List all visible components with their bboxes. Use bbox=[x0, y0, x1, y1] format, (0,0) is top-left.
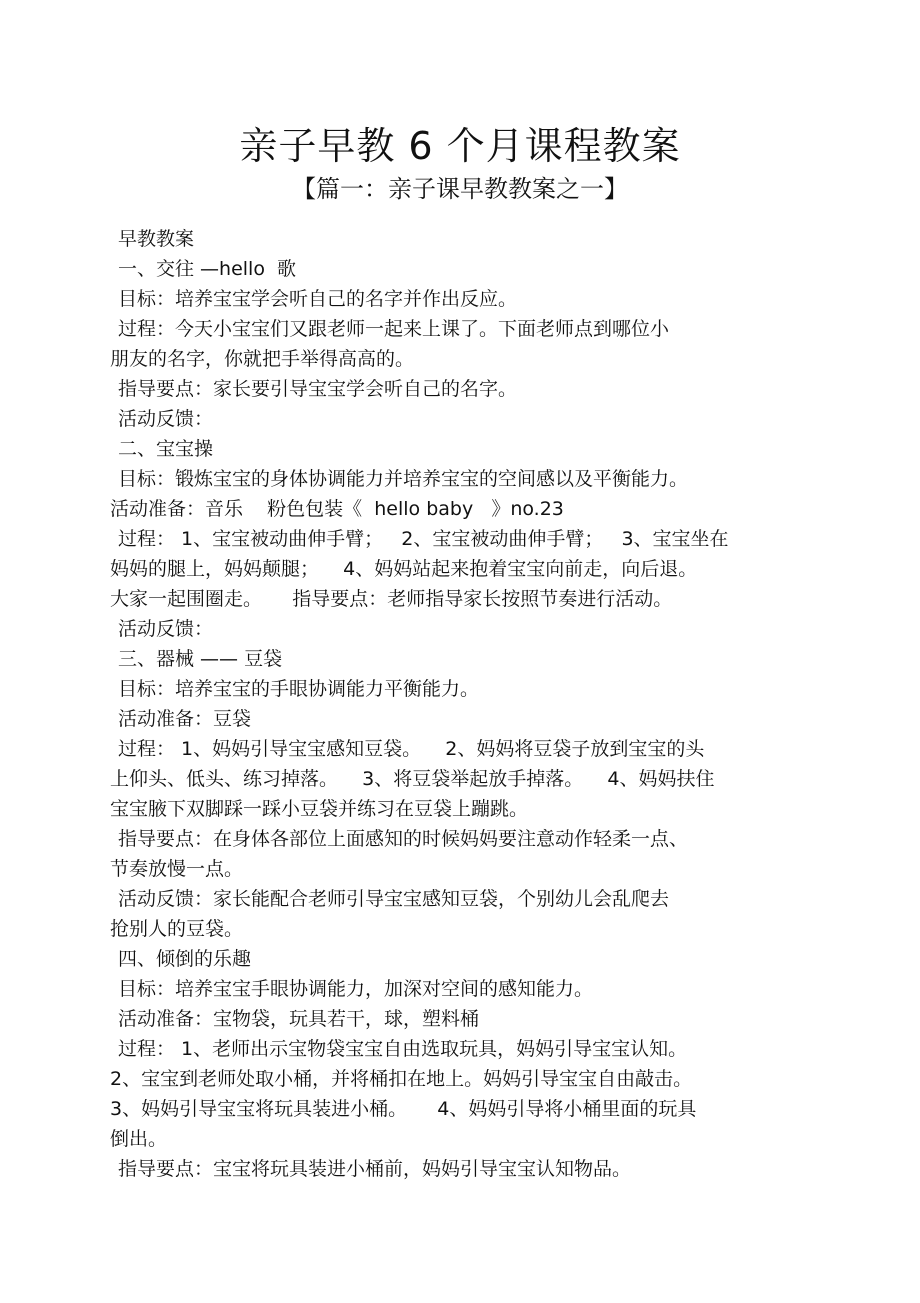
text-line: 2、宝宝到老师处取小桶，并将桶扣在地上。妈妈引导宝宝自由敲击。 bbox=[110, 1068, 693, 1090]
text-line: 过程： 1、宝宝被动曲伸手臂； 2、宝宝被动曲伸手臂； 3、宝宝坐在 bbox=[118, 528, 729, 550]
text-line: 早教教案 bbox=[118, 228, 195, 250]
text-line: 活动准备：宝物袋，玩具若干，球，塑料桶 bbox=[118, 1008, 480, 1030]
text-line: 目标：培养宝宝的手眼协调能力平衡能力。 bbox=[118, 678, 480, 700]
document-body bbox=[110, 224, 810, 1184]
text-line: 大家一起围圈走。 指导要点：老师指导家长按照节奏进行活动。 bbox=[110, 588, 673, 610]
text-line: 一、交往 —hello 歌 bbox=[118, 258, 297, 280]
text-line: 二、宝宝操 bbox=[118, 438, 214, 460]
text-line: 朋友的名字，你就把手举得高高的。 bbox=[110, 348, 415, 370]
text-line: 指导要点：宝宝将玩具装进小桶前，妈妈引导宝宝认知物品。 bbox=[118, 1158, 632, 1180]
text-line: 活动反馈： bbox=[118, 408, 214, 430]
text-line: 指导要点：家长要引导宝宝学会听自己的名字。 bbox=[118, 378, 518, 400]
text-line: 宝宝腋下双脚踩一踩小豆袋并练习在豆袋上蹦跳。 bbox=[110, 798, 529, 820]
text-line: 指导要点：在身体各部位上面感知的时候妈妈要注意动作轻柔一点、 bbox=[118, 828, 689, 850]
text-line: 节奏放慢一点。 bbox=[110, 858, 244, 880]
document-subtitle: 【篇一：亲子课早教教案之一】 bbox=[292, 175, 628, 203]
text-line: 三、器械 —— 豆袋 bbox=[118, 648, 283, 670]
document-title: 亲子早教 6 个月课程教案 bbox=[239, 124, 681, 168]
text-line: 过程： 1、妈妈引导宝宝感知豆袋。 2、妈妈将豆袋子放到宝宝的头 bbox=[118, 738, 705, 760]
text-line: 目标：培养宝宝学会听自己的名字并作出反应。 bbox=[118, 288, 518, 310]
text-line: 上仰头、低头、练习掉落。 3、将豆袋举起放手掉落。 4、妈妈扶住 bbox=[110, 768, 715, 790]
text-line: 过程： 1、老师出示宝物袋宝宝自由选取玩具，妈妈引导宝宝认知。 bbox=[118, 1038, 688, 1060]
text-line: 妈妈的腿上，妈妈颠腿； 4、妈妈站起来抱着宝宝向前走，向后退。 bbox=[110, 558, 698, 580]
text-line: 四、倾倒的乐趣 bbox=[118, 948, 252, 970]
text-line: 活动准备：豆袋 bbox=[118, 708, 252, 730]
text-line: 目标：锻炼宝宝的身体协调能力并培养宝宝的空间感以及平衡能力。 bbox=[118, 468, 689, 490]
text-line: 倒出。 bbox=[110, 1128, 168, 1150]
text-line: 活动反馈：家长能配合老师引导宝宝感知豆袋，个别幼儿会乱爬去 bbox=[118, 888, 670, 910]
text-line: 目标：培养宝宝手眼协调能力，加深对空间的感知能力。 bbox=[118, 978, 594, 1000]
text-line: 活动反馈： bbox=[118, 618, 214, 640]
text-line: 抢别人的豆袋。 bbox=[110, 918, 244, 940]
text-line: 活动准备：音乐 粉色包装《 hello baby 》no.23 bbox=[110, 498, 564, 520]
text-line: 3、妈妈引导宝宝将玩具装进小桶。 4、妈妈引导将小桶里面的玩具 bbox=[110, 1098, 697, 1120]
text-line: 过程：今天小宝宝们又跟老师一起来上课了。下面老师点到哪位小 bbox=[118, 318, 670, 340]
